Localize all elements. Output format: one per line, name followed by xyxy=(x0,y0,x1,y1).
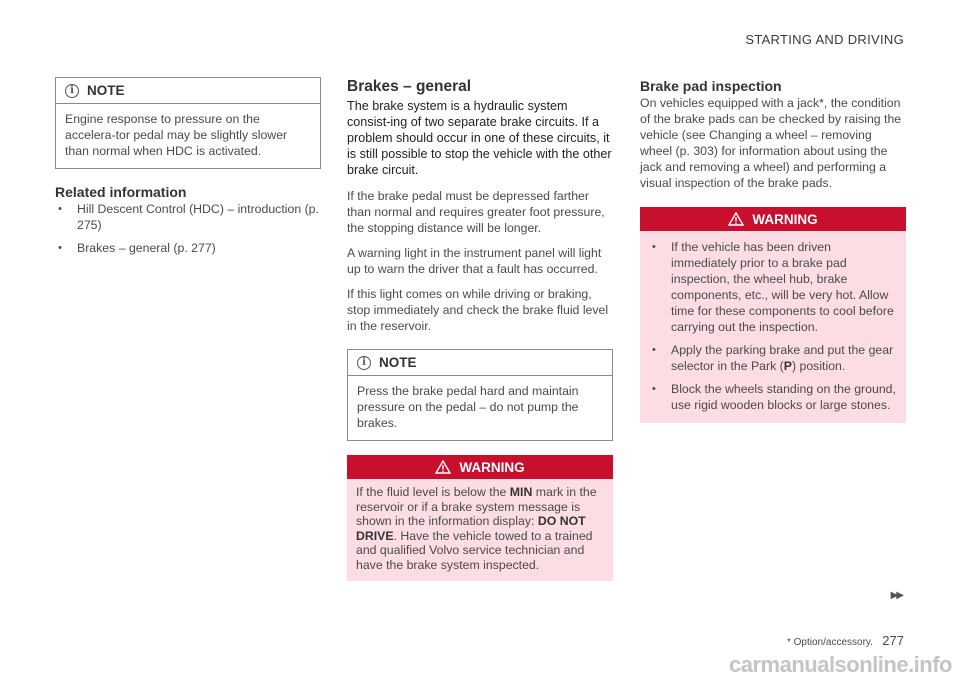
warning-text-part: mark in the reservoir or if a brake system message is shown in the information display: xyxy=(356,485,597,528)
warning-triangle-icon xyxy=(435,460,451,474)
column-middle xyxy=(347,77,613,581)
warning-item xyxy=(649,342,897,374)
page-number: 277 xyxy=(882,633,904,648)
watermark: carmanualsonline.info xyxy=(729,652,952,677)
note-text: Engine response to pressure on the accelera-tor pedal may be slightly slower than normal when HDC is activated. xyxy=(65,112,288,158)
next-page-arrows-icon[interactable]: ▶▶ xyxy=(890,590,902,601)
warning-list xyxy=(640,231,906,423)
column-right xyxy=(640,77,906,423)
paragraph: If the brake pedal must be depressed farther than normal and requires greater foot pressure, the stopping distance will be longer. xyxy=(347,189,605,235)
brakes-lead: The brake system is a hydraulic system consist-ing of two separate brake circuits. If a problem should occur in one of these circuits, it is still possible to stop the vehicle with the other brake circuit. xyxy=(347,99,612,177)
warning-item: • Block the wheels standing on the ground, use rigid wooden blocks or large stones. xyxy=(649,381,897,413)
warning-bold-p: P xyxy=(783,359,792,373)
warning-bold-do-not-drive: DO NOT DRIVE xyxy=(356,514,586,543)
warning-text-part: If the fluid level is below the xyxy=(356,485,510,499)
page-footer xyxy=(787,633,904,648)
note-title: NOTE xyxy=(379,355,417,370)
note-header xyxy=(56,78,320,104)
related-info-title: Related information xyxy=(55,184,187,200)
warning-title: WARNING xyxy=(459,459,525,475)
brake-pad-text: On vehicles equipped with a jack*, the condition of the brake pads can be checked by raising the vehicle (see Changing a wheel – removing wheel (p. 303) for information about using the jack and removing a wheel) and performing a visual inspection of the brake pads. xyxy=(640,96,902,190)
warning-box xyxy=(347,455,613,581)
note-text: Press the brake pedal hard and maintain pressure on the pedal – do not pump the brakes. xyxy=(357,384,579,430)
paragraph: A warning light in the instrument panel will light up to warn the driver that a fault has occurred. xyxy=(347,246,602,276)
paragraph: If this light comes on while driving or braking, stop immediately and check the brake fluid level in the reservoir. xyxy=(347,287,609,333)
section-header: STARTING AND DRIVING xyxy=(745,32,904,47)
related-info-list xyxy=(55,201,321,256)
warning-item: • If the vehicle has been driven immediately prior to a brake pad inspection, the wheel hub, brake components, etc., will be very hot. Allow time for these components to cool before carrying out the inspection. xyxy=(649,239,897,335)
warning-text-part: . Have the vehicle towed to a trained and qualified Volvo service technician and have the brake system inspected. xyxy=(356,528,593,572)
note-box xyxy=(55,77,321,169)
info-icon: i xyxy=(65,84,79,98)
warning-header xyxy=(347,455,613,479)
note-box xyxy=(347,349,613,441)
column-left xyxy=(55,77,321,256)
note-header xyxy=(348,350,612,376)
info-icon: i xyxy=(357,356,371,370)
related-link-brakes[interactable]: • Brakes – general (p. 277) xyxy=(55,240,321,256)
footnote: * Option/accessory. xyxy=(786,637,873,648)
warning-box xyxy=(640,207,906,423)
brakes-general-title: Brakes – general xyxy=(347,78,472,95)
warning-item-part: ) position. xyxy=(791,359,846,373)
warning-item-part: Apply the parking brake and put the gear selector in the Park ( xyxy=(671,343,894,373)
warning-bold-min: MIN xyxy=(509,485,533,499)
warning-header xyxy=(640,207,906,231)
brake-pad-title: Brake pad inspection xyxy=(640,78,782,94)
warning-text xyxy=(347,479,613,581)
note-title: NOTE xyxy=(87,83,125,98)
warning-title: WARNING xyxy=(752,211,818,227)
warning-triangle-icon xyxy=(728,212,744,226)
related-link-hdc[interactable]: • Hill Descent Control (HDC) – introduction (p. 275) xyxy=(55,201,321,233)
